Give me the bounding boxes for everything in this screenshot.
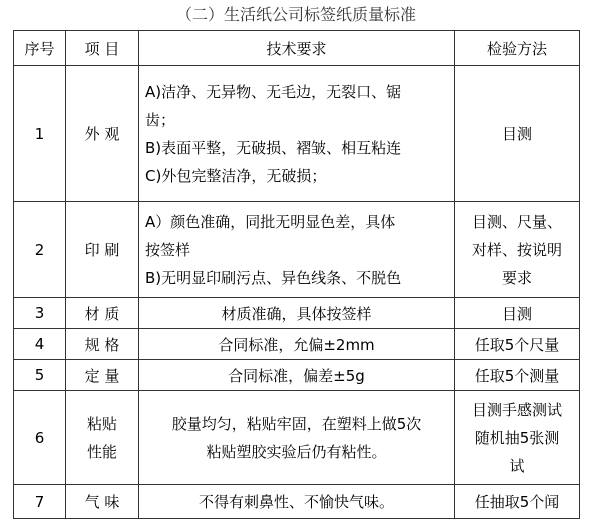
requirement-line: A)洁净、无异物、无毛边，无裂口、锯 [145,82,402,101]
method-line: 目测 [501,124,532,143]
requirement-line: B)表面平整，无破损、褶皱、相互粘连 [145,138,402,157]
row-method [455,202,580,298]
row-number: 3 [14,298,66,329]
method-line: 随机抽5张测 [474,428,560,447]
row-item: 定 量 [66,360,139,391]
requirement-line: C)外包完整洁净，无破损； [145,166,327,185]
row-item: 规 格 [66,329,139,360]
table-row [14,391,580,485]
method-line: 目测、尺量、 [471,212,562,231]
requirement-line: A）颜色准确，同批无明显色差，具体 [145,212,396,231]
requirement-line: 按签样 [145,240,191,259]
table-row [14,202,580,298]
header-item: 项 目 [66,31,139,66]
quality-standard-table [13,30,580,519]
row-item: 印 刷 [66,202,139,298]
requirement-line: 粘贴塑胶实验后仍有粘性。 [206,442,387,461]
row-requirements: 不得有刺鼻性、不愉快气味。 [139,485,455,519]
table-row [14,329,580,360]
header-no: 序号 [14,31,66,66]
table-row [14,298,580,329]
table-row [14,360,580,391]
row-requirements [139,66,455,202]
method-line: 试 [509,456,525,475]
table-row [14,485,580,519]
header-row [14,31,580,66]
header-method: 检验方法 [455,31,580,66]
row-requirements [139,202,455,298]
row-requirements [139,391,455,485]
requirement-line: 胶量均匀，粘贴牢固，在塑料上做5次 [171,414,422,433]
row-number: 2 [14,202,66,298]
row-number: 1 [14,66,66,202]
row-method [455,391,580,485]
requirement-line: B)无明显印刷污点、异色线条、不脱色 [145,268,402,287]
item-line: 粘贴 [86,414,117,433]
row-item: 气 味 [66,485,139,519]
row-method: 任取5个尺量 [455,329,580,360]
row-requirements: 合同标准，偏差±5g [139,360,455,391]
row-requirements: 合同标准，允偏±2mm [139,329,455,360]
row-method [455,66,580,202]
header-requirements: 技术要求 [139,31,455,66]
row-number: 7 [14,485,66,519]
row-item [66,391,139,485]
row-method: 任抽取5个闻 [455,485,580,519]
row-method: 任取5个测量 [455,360,580,391]
row-number: 6 [14,391,66,485]
row-item: 外 观 [66,66,139,202]
row-method: 目测 [455,298,580,329]
method-line: 对样、按说明 [471,240,562,259]
method-line: 要求 [501,268,532,287]
row-number: 4 [14,329,66,360]
row-item: 材 质 [66,298,139,329]
method-line: 目测手感测试 [471,400,562,419]
row-number: 5 [14,360,66,391]
item-line: 性能 [86,442,117,461]
document-title: （二）生活纸公司标签纸质量标准 [175,5,416,24]
table-row [14,66,580,202]
row-requirements: 材质准确，具体按签样 [139,298,455,329]
requirement-line: 齿； [145,110,176,129]
